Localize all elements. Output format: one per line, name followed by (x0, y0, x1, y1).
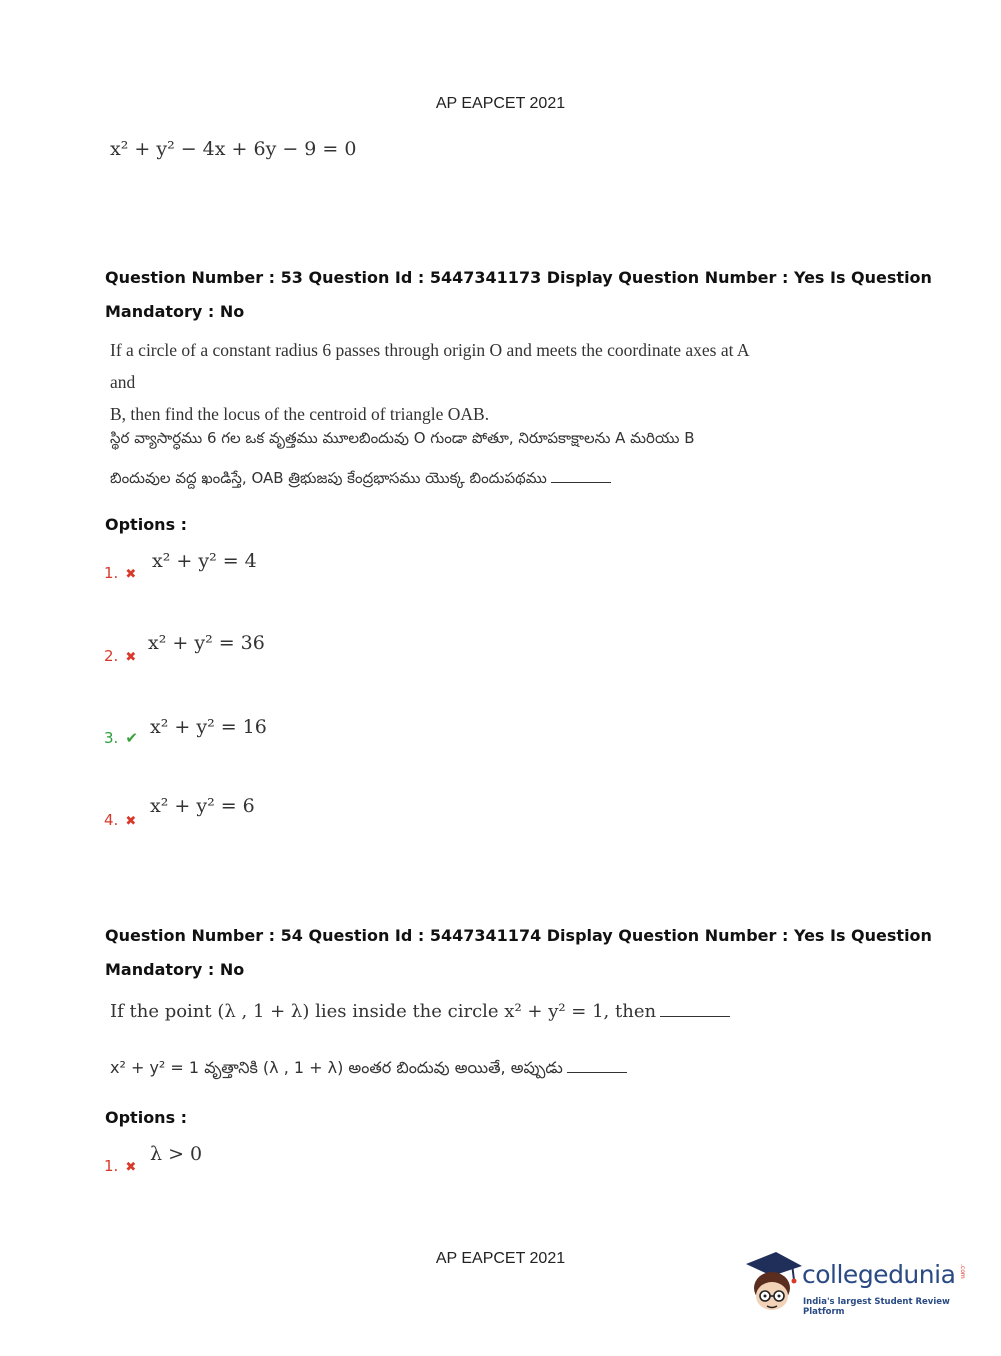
option-4-text: x² + y² = 6 (150, 795, 255, 817)
option-3-marker (104, 728, 138, 747)
question-text-english-wrap (110, 996, 750, 1028)
option-number: 1. (104, 1157, 119, 1175)
logo-wordmark: collegedunia (802, 1260, 956, 1289)
option-number: 2. (104, 647, 119, 665)
previous-answer-equation: x² + y² − 4x + 6y − 9 = 0 (110, 138, 357, 160)
question-text-telugu-line2-wrap (110, 458, 750, 498)
correct-check-icon: ✔ (125, 729, 138, 747)
option-1-marker (104, 1156, 136, 1175)
wrong-mark-icon: ✖ (125, 814, 137, 829)
question-meta-line1: Question Number : 54 Question Id : 5447341174 Display Question Number : Yes Is Question (105, 926, 932, 945)
logo-tagline: India's largest Student Review Platform (803, 1297, 950, 1317)
question-text-english-line1: If a circle of a constant radius 6 passes through origin O and meets the coordinate axes at A and (110, 340, 749, 392)
wrong-mark-icon: ✖ (125, 650, 137, 665)
question-text-english (110, 334, 750, 430)
wrong-mark-icon: ✖ (125, 1160, 137, 1175)
page-header-title: AP EAPCET 2021 (435, 95, 566, 112)
option-4-marker (104, 810, 136, 829)
answer-blank (660, 1002, 730, 1017)
options-label: Options : (105, 1108, 188, 1127)
option-1-text: x² + y² = 4 (152, 550, 257, 572)
question-meta-line2: Mandatory : No (105, 960, 245, 979)
option-1-text: λ > 0 (150, 1143, 203, 1165)
question-text-telugu-line2: బిందువుల వద్ద ఖండిస్తే, OAB త్రిభుజపు కేంద్రభాసము యొక్క బిందుపథము (110, 469, 547, 487)
answer-blank (567, 1058, 627, 1073)
question-meta-line2: Mandatory : No (105, 302, 245, 321)
option-3-text: x² + y² = 16 (150, 716, 267, 738)
answer-blank (551, 468, 611, 483)
option-2-marker (104, 646, 136, 665)
option-number: 1. (104, 564, 119, 582)
question-text-telugu: x² + y² = 1 వృత్తానికి (λ , 1 + λ) అంతర బిందువు అయితే, అప్పుడు (110, 1058, 563, 1077)
question-text-english: If the point (λ , 1 + λ) lies inside the circle x² + y² = 1, then (110, 1001, 657, 1022)
question-text-english-line2: B, then find the locus of the centroid of triangle OAB. (110, 404, 490, 424)
wrong-mark-icon: ✖ (125, 567, 137, 582)
mascot-icon (742, 1250, 804, 1318)
option-number: 4. (104, 811, 119, 829)
collegedunia-logo (742, 1250, 972, 1320)
page-footer-title: AP EAPCET 2021 (435, 1250, 566, 1267)
option-2-text: x² + y² = 36 (148, 632, 265, 654)
question-meta-line1: Question Number : 53 Question Id : 5447341173 Display Question Number : Yes Is Question (105, 268, 932, 287)
option-1-marker (104, 563, 136, 582)
option-number: 3. (104, 729, 119, 747)
logo-suffix: .com (959, 1264, 966, 1279)
options-label: Options : (105, 515, 188, 534)
question-text-telugu-line1: స్థిర వ్యాసార్ధము 6 గల ఒక వృత్తము మూలబిందువు O గుండా పోతూ, నిరూపకాక్షాలను A మరియు B (110, 429, 695, 447)
question-text-telugu (110, 418, 750, 498)
question-text-telugu-wrap (110, 1048, 750, 1088)
